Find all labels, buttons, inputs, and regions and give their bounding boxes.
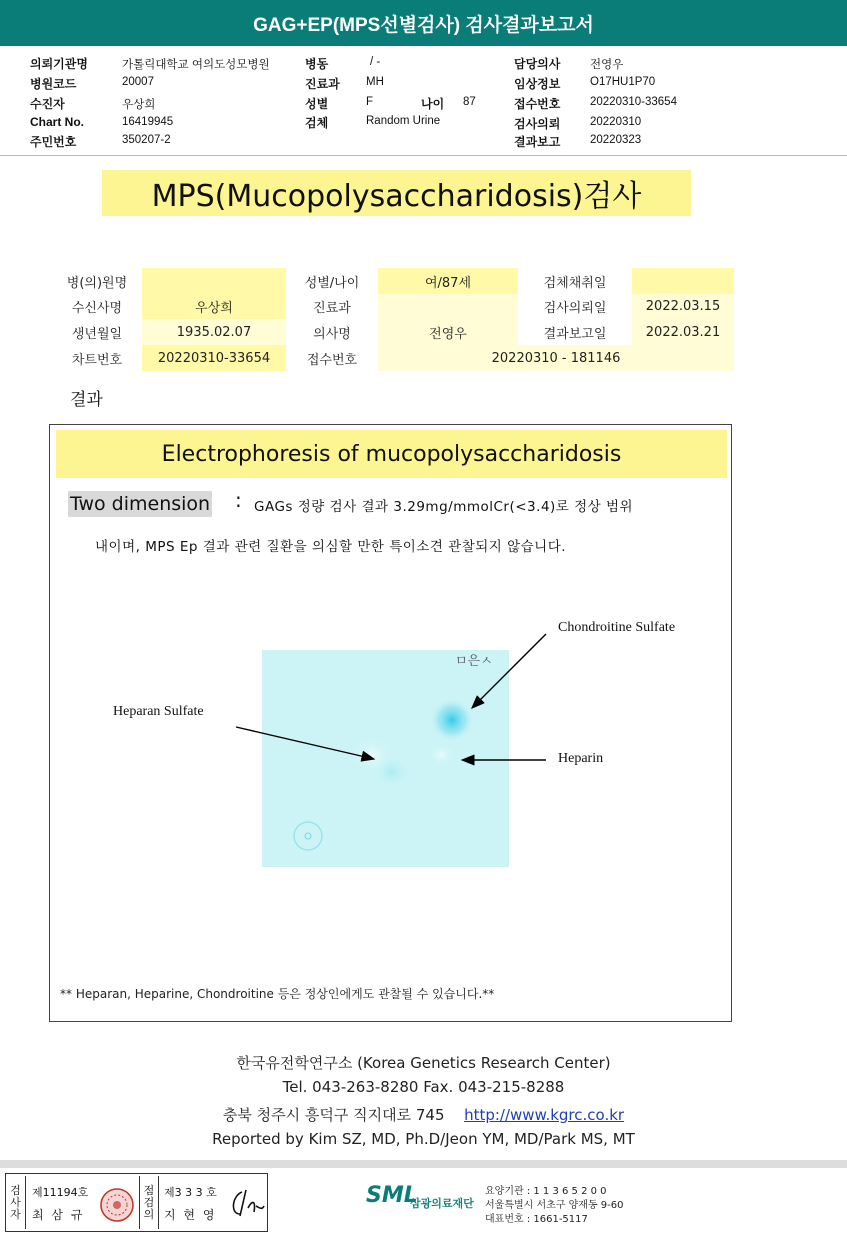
result-text-line2: 내이며, MPS Ep 결과 관련 질환을 의심할 만한 특이소견 관찰되지 않습니다. [95, 539, 567, 555]
hospital-value: 가톨릭대학교 여의도성모병원 [122, 59, 270, 71]
accession-label: 접수번호 [514, 97, 561, 111]
info-label: 진료과 [313, 301, 351, 316]
checker-no: 제3 3 3 호 [164, 1186, 217, 1199]
dept-value: MH [366, 76, 384, 88]
age-label: 나이 [421, 97, 445, 111]
info-value: 여/87세 [378, 268, 518, 294]
info-value: 1935.02.07 [142, 319, 286, 345]
sml-details [485, 1185, 624, 1227]
dept-label: 진료과 [305, 77, 340, 91]
info-value: 20220310-33654 [142, 345, 286, 371]
info-value: 전영우 [378, 319, 518, 345]
request-label: 검사의뢰 [514, 117, 561, 131]
signature-icon [228, 1186, 266, 1222]
label-heparan: Heparan Sulfate [113, 704, 204, 719]
code-label: 병원코드 [30, 77, 77, 91]
seal-icon [98, 1186, 136, 1224]
info-value: 2022.03.15 [632, 294, 734, 319]
doctor-label: 담당의사 [514, 57, 561, 71]
receiver-value: 우상희 [122, 99, 156, 111]
org-address-line [0, 1104, 847, 1125]
report-value: 20220323 [590, 134, 642, 146]
doctor-value: 전영우 [590, 59, 624, 71]
sml-line1: 요양기관 : 1 1 3 6 5 2 0 0 [485, 1186, 607, 1197]
info-label: 의사명 [313, 326, 351, 342]
info-label: 병(의)원명 [66, 275, 128, 291]
info-label: 생년월일 [71, 326, 123, 342]
result-label: 결과 [70, 390, 103, 410]
info-label: 차트번호 [71, 352, 123, 368]
inspector-name: 최 삼 규 [32, 1208, 85, 1222]
receiver-label: 수진자 [30, 97, 65, 111]
clinical-label: 임상정보 [514, 77, 561, 91]
chart-value: 16419945 [122, 116, 174, 128]
report-title: GAG+EP(MPS선별검사) 검사결과보고서 [0, 0, 847, 46]
checker-name: 지 현 영 [164, 1208, 217, 1222]
info-label: 수신사명 [71, 301, 123, 316]
id-label: 주민번호 [30, 135, 77, 149]
clinical-value: O17HU1P70 [590, 76, 656, 88]
org-name: 한국유전학연구소 (Korea Genetics Research Center) [236, 1054, 611, 1072]
age-value: 87 [463, 96, 476, 108]
sml-line2: 서울특별시 서초구 양재동 9-60 [485, 1200, 624, 1211]
footer-divider [0, 1160, 847, 1168]
org-phone: Tel. 043-263-8280 Fax. 043-215-8288 [282, 1078, 565, 1096]
info-label: 검체채취일 [543, 275, 607, 291]
arrow-chondroitin [472, 634, 546, 708]
hospital-label: 의뢰기관명 [30, 57, 88, 71]
ward-label: 병동 [305, 57, 329, 71]
sml-logo: SML [366, 1183, 418, 1208]
report-label: 결과보고 [514, 135, 561, 149]
org-address: 충북 청주시 흥덕구 직지대로 745 [222, 1106, 445, 1124]
sex-value: F [366, 96, 374, 108]
info-label: 검사의뢰일 [543, 301, 607, 316]
panel-title: Electrophoresis of mucopolysaccharidosis [56, 430, 727, 478]
request-value: 20220310 [590, 116, 642, 128]
arrow-heparan [236, 727, 374, 759]
footnote: ** Heparan, Heparine, Chondroitine 등은 정상인에게도 관찰될 수 있습니다.** [60, 987, 495, 1001]
main-title: MPS(Mucopolysaccharidosis)검사 [102, 170, 691, 216]
info-value: 우상희 [142, 294, 286, 319]
label-chondroitin: Chondroitine Sulfate [558, 620, 676, 635]
signature-box [5, 1173, 268, 1232]
sex-label: 성별 [305, 97, 329, 111]
two-dimension-label: Two dimension [70, 493, 211, 515]
sml-name: 삼광의료재단 [410, 1197, 474, 1210]
label-heparin: Heparin [558, 751, 604, 766]
inspector-no: 제11194호 [32, 1186, 89, 1199]
sml-line3: 대표번호 : 1661-5117 [485, 1214, 588, 1225]
info-label: 결과보고일 [543, 326, 607, 342]
info-value: 20220310 - 181146 [378, 345, 734, 371]
ward-value: / - [370, 56, 381, 68]
specimen-value: Random Urine [366, 115, 441, 127]
reported-by: Reported by Kim SZ, MD, Ph.D/Jeon YM, MD/Park MS, MT [212, 1130, 635, 1148]
info-value: 2022.03.21 [632, 319, 734, 345]
accession-value: 20220310-33654 [590, 96, 677, 108]
gel-mark: ㅁ은ㅅ [455, 654, 493, 669]
info-label: 접수번호 [306, 352, 358, 368]
info-label: 성별/나이 [304, 275, 360, 291]
org-url[interactable]: http://www.kgrc.co.kr [464, 1106, 625, 1124]
checker-label: 점검의 [139, 1176, 159, 1229]
chart-label: Chart No. [30, 115, 84, 129]
result-text-line1: GAGs 정량 검사 결과 3.29mg/mmolCr(<3.4)로 정상 범위 [254, 499, 634, 515]
specimen-label: 검체 [305, 116, 329, 130]
colon: : [235, 488, 242, 512]
code-value: 20007 [122, 76, 154, 88]
inspector-label: 검사자 [6, 1176, 26, 1229]
id-value: 350207-2 [122, 134, 171, 146]
